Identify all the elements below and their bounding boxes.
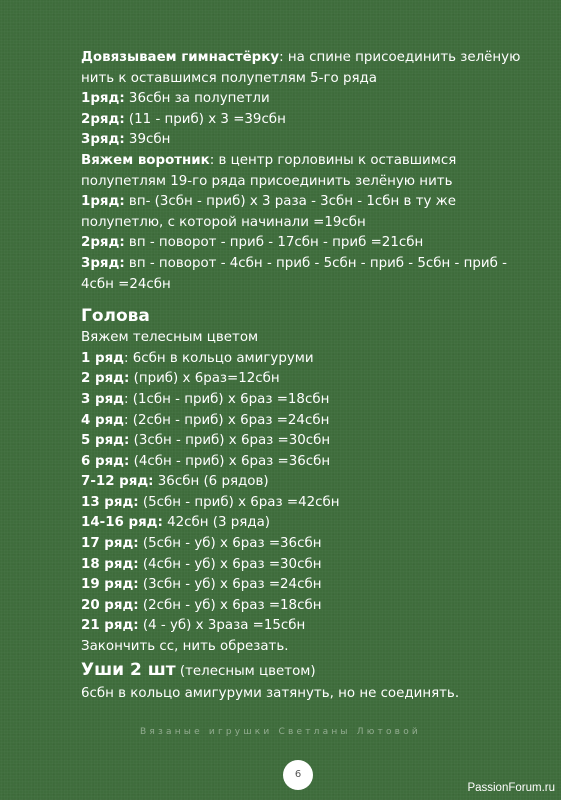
gymnast-row — [81, 89, 521, 110]
row-text: (3сбн - уб) х 6раз =24сбн — [138, 577, 322, 593]
row-text: : (2сбн - приб) х 6раз =24сбн — [123, 412, 330, 428]
row-label: 6 ряд: — [81, 453, 130, 469]
row-label: 1ряд: — [81, 91, 125, 107]
head-row — [81, 596, 521, 617]
gymnast-intro — [81, 48, 521, 89]
head-row — [81, 575, 521, 596]
collar-row — [81, 192, 521, 233]
row-text: вп- (3сбн - приб) х 3 раза - 3сбн - 1сбн в ту же полупетлю, с которой начинали =19сбн — [81, 194, 456, 230]
row-text: 36сбн (6 рядов) — [153, 474, 269, 490]
head-row — [81, 513, 521, 534]
head-row — [81, 390, 521, 411]
row-text: 39сбн — [124, 132, 171, 148]
head-row — [81, 493, 521, 514]
collar-intro-label: Вяжем воротник — [81, 152, 210, 168]
row-text: 36сбн за полупетли — [124, 91, 270, 107]
row-label: 4 ряд — [81, 412, 124, 428]
head-row — [81, 349, 521, 370]
row-text: (4сбн - уб) х 6раз =30сбн — [138, 556, 322, 572]
row-label: 7-12 ряд: — [81, 474, 154, 490]
row-label: 1ряд: — [81, 194, 125, 210]
row-label: 13 ряд: — [81, 494, 139, 510]
row-label: 3 ряд — [81, 391, 124, 407]
gymnast-intro-label: Довязываем гимнастёрку — [81, 50, 280, 65]
row-label: 17 ряд: — [81, 536, 139, 552]
head-row — [81, 534, 521, 555]
head-row — [81, 472, 521, 493]
head-section-title: Голова — [81, 306, 150, 327]
row-label: 1 ряд — [81, 350, 124, 366]
row-label: 14-16 ряд: — [81, 515, 163, 531]
row-label: 2 ряд: — [81, 371, 130, 387]
head-row — [81, 555, 521, 576]
gymnast-row — [81, 110, 521, 131]
head-row — [81, 431, 521, 452]
row-label: 20 ряд: — [81, 597, 139, 613]
row-label: 2ряд: — [81, 235, 125, 251]
head-subtitle: Вяжем телесным цветом — [81, 330, 259, 346]
row-label: 21 ряд: — [81, 618, 139, 634]
row-text: : (1сбн - приб) х 6раз =18сбн — [123, 391, 330, 407]
pattern-content — [81, 48, 521, 704]
ears-text: 6сбн в кольцо амигуруми затянуть, но не соединять. — [81, 685, 460, 701]
row-text: : 6сбн в кольцо амигуруми — [123, 350, 314, 366]
row-label: 5 ряд: — [81, 433, 130, 449]
collar-row — [81, 233, 521, 254]
ears-section-title — [81, 658, 521, 684]
head-row — [81, 411, 521, 432]
ears-title-plain: (телесным цветом) — [175, 663, 316, 679]
row-text: вп - поворот - приб - 17сбн - приб =21сбн — [124, 235, 424, 251]
row-text: (5сбн - уб) х 6раз =36сбн — [138, 536, 322, 552]
head-row — [81, 452, 521, 473]
row-text: вп - поворот - 4сбн - приб - 5сбн - приб - 5сбн - приб - 4сбн =24сбн — [81, 255, 507, 292]
row-label: 3ряд: — [81, 132, 125, 148]
collar-intro-text: : в центр горловины к оставшимся полупетлям 19-го ряда присоединить зелёную нить — [81, 152, 457, 189]
row-text: (приб) х 6раз=12сбн — [129, 371, 280, 387]
row-label: 2ряд: — [81, 111, 125, 127]
head-rows-list — [81, 349, 521, 637]
gymnast-row — [81, 130, 521, 151]
page-number-badge: 6 — [283, 760, 313, 790]
row-text: (4сбн - приб) х 6раз =36сбн — [129, 453, 331, 469]
author-footer: Вязаные игрушки Светланы Лютовой — [140, 727, 421, 737]
row-label: 19 ряд: — [81, 577, 139, 593]
row-text: 42сбн (3 ряда) — [162, 515, 271, 531]
row-text: (11 - приб) х 3 =39сбн — [124, 111, 286, 127]
row-label: 3ряд: — [81, 255, 125, 271]
row-text: (4 - уб) х 3раза =15сбн — [138, 618, 306, 634]
collar-row — [81, 254, 521, 295]
head-finish: Закончить сс, нить обрезать. — [81, 639, 289, 655]
row-label: 18 ряд: — [81, 556, 139, 572]
row-text: (3сбн - приб) х 6раз =30сбн — [129, 433, 331, 449]
collar-intro — [81, 151, 521, 192]
site-watermark: PassionForum.ru — [467, 782, 555, 794]
head-row — [81, 616, 521, 637]
gymnast-intro-text: : на спине присоединить зелёную нить к оставшимся полупетлям 5-го ряда — [81, 50, 521, 86]
row-text: (2сбн - уб) х 6раз =18сбн — [138, 597, 322, 613]
row-text: (5сбн - приб) х 6раз =42сбн — [138, 494, 340, 510]
head-row — [81, 369, 521, 390]
ears-title-bold: Уши 2 шт — [81, 659, 176, 680]
